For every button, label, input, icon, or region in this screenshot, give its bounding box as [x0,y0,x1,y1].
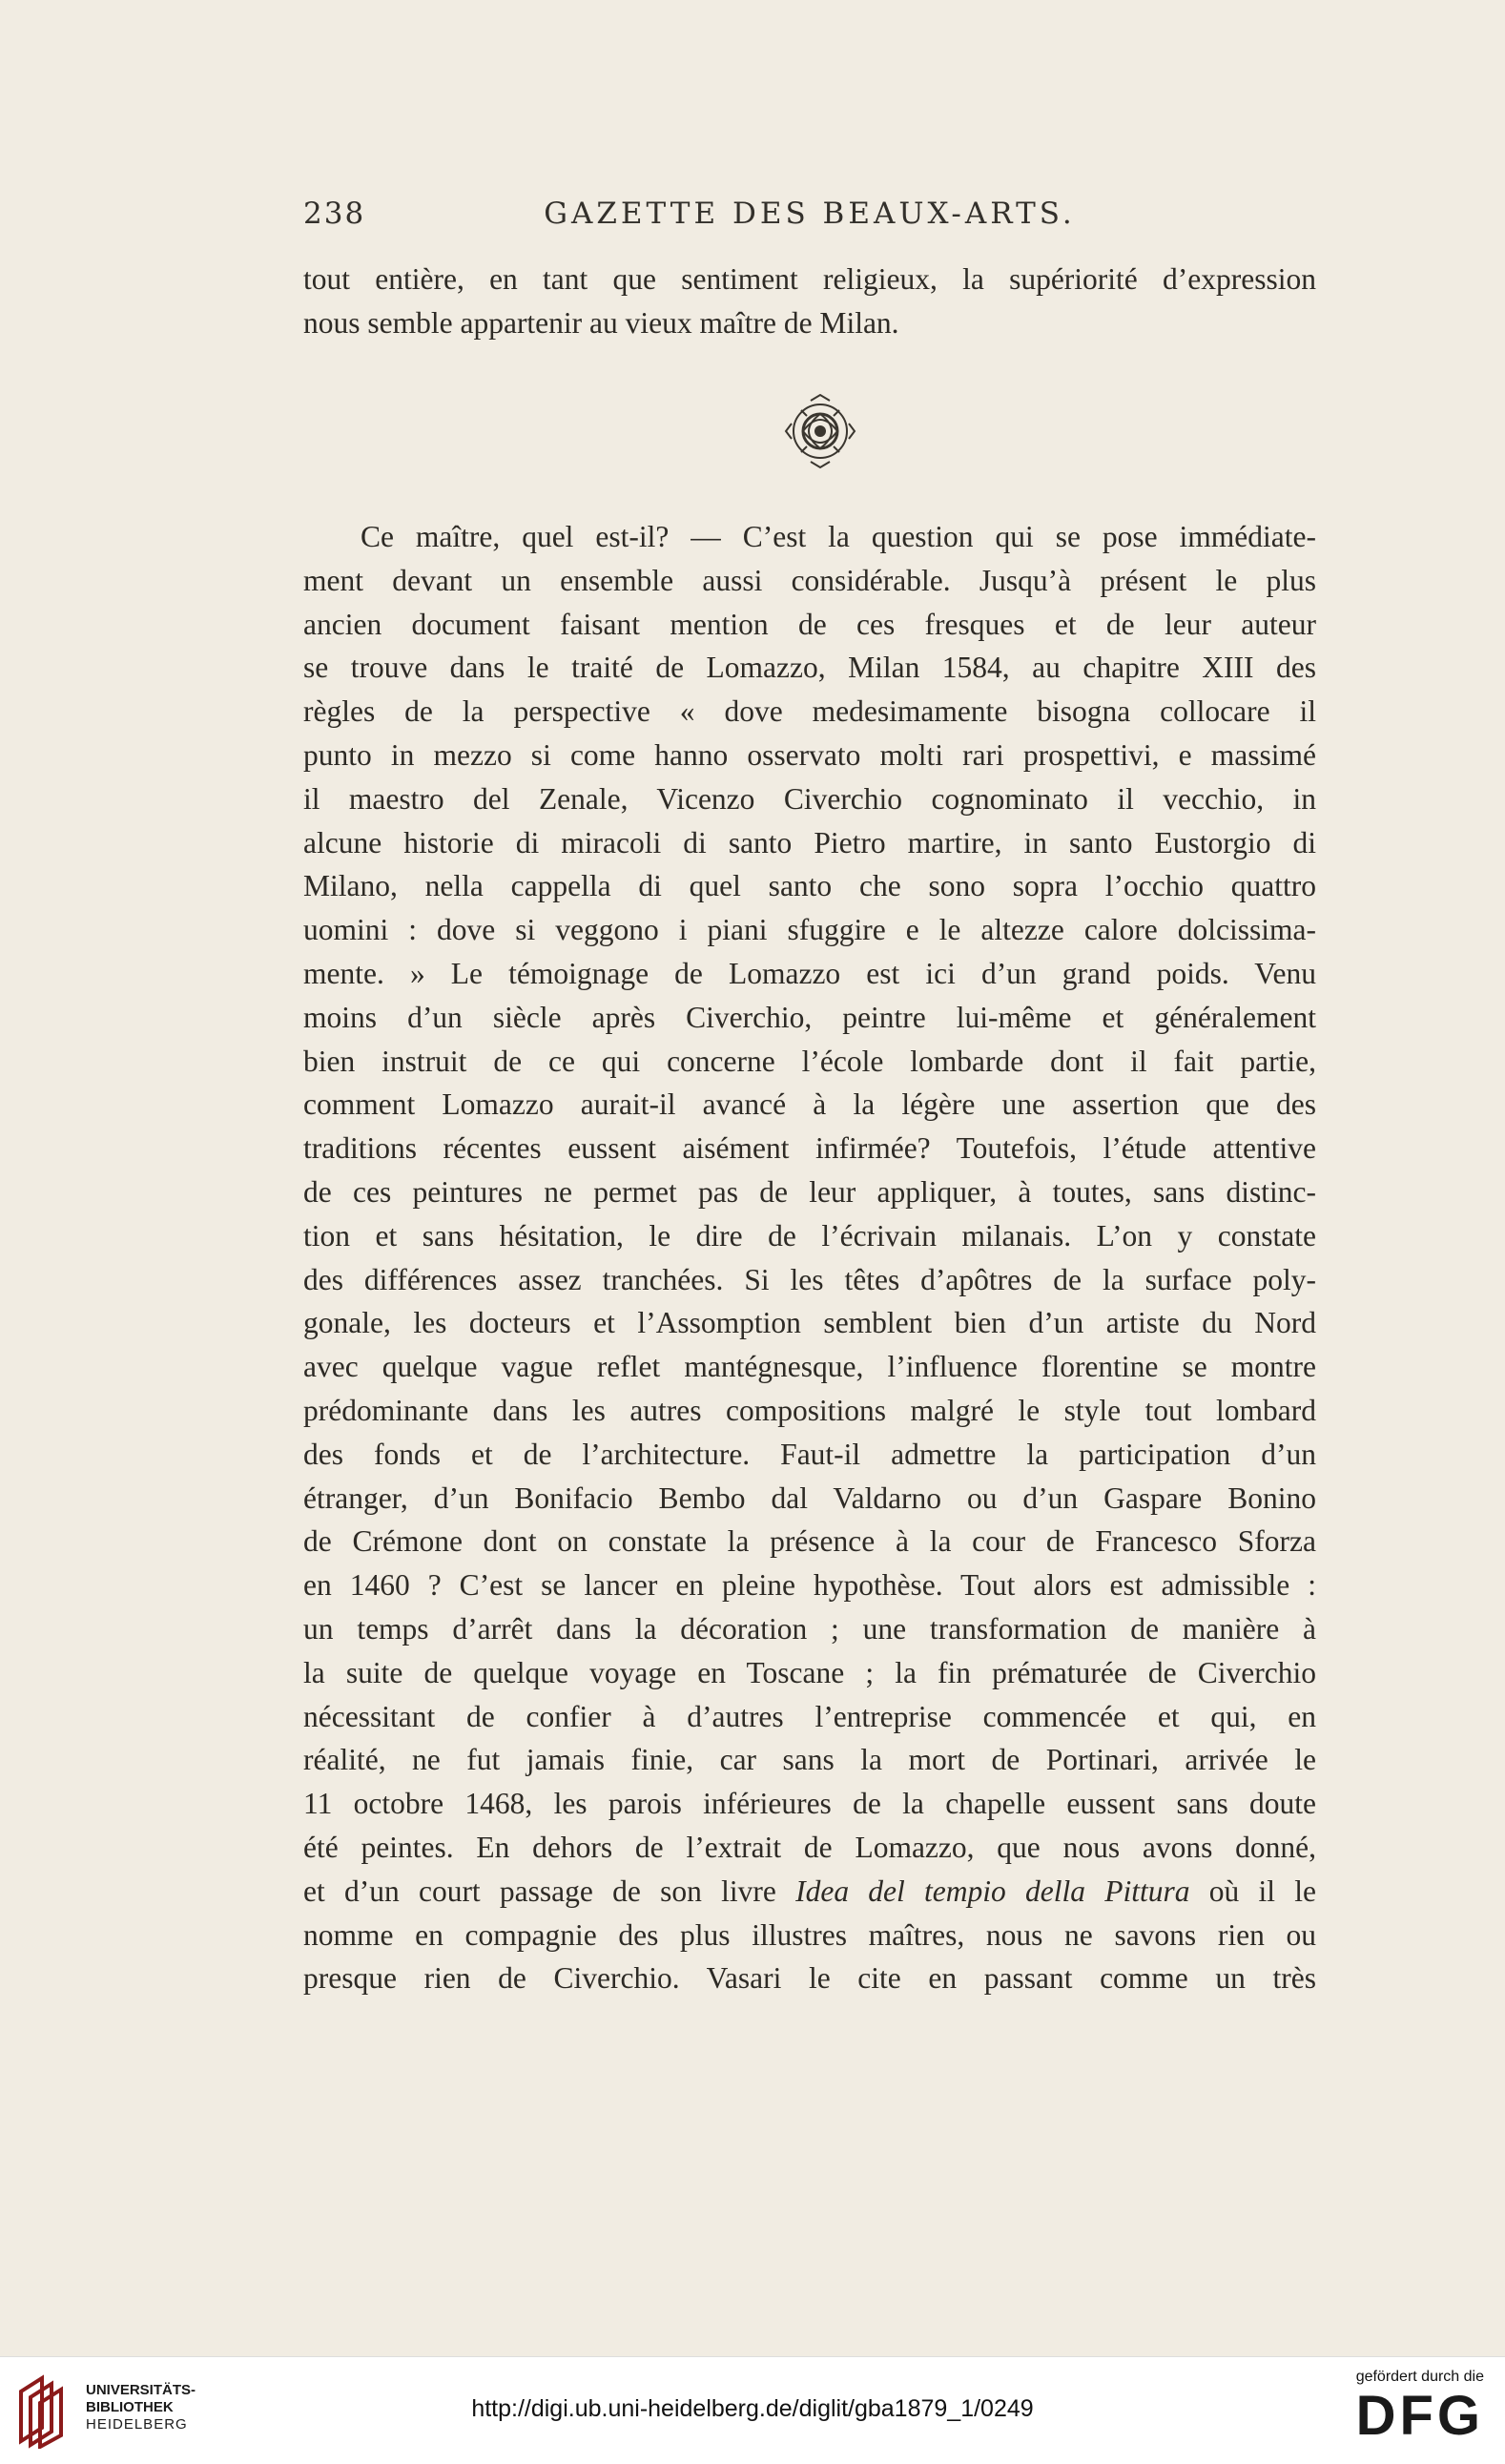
text-line: alcune historie di miracoli di santo Pietro martire, in santo Eustorgio di [303,825,1316,859]
text-line: 11 octobre 1468, les parois inférieures de la chapelle eussent sans doute [303,1787,1316,1821]
book-title: Idea del tempio della Pittura [795,1874,1190,1908]
text-line: il maestro del Zenale, Vicenzo Civerchio cognominato il vecchio, in [303,781,1316,816]
text-line: de ces peintures ne permet pas de leur appliquer, à toutes, sans distinc- [303,1174,1316,1209]
text-line: étranger, d’un Bonifacio Bembo dal Valdarno ou d’un Gaspare Bonino [303,1480,1316,1515]
line-text-before: et d’un court passage de son livre [303,1874,796,1908]
funder-block [1356,2369,1484,2445]
text-line: presque rien de Civerchio. Vasari le cite en passant comme un très [303,1961,1316,1996]
line-text-after: où il le [1189,1874,1316,1908]
fleuron-ornament-icon [782,391,858,469]
text-line: la suite de quelque voyage en Toscane ; la fin prématurée de Civerchio [303,1655,1316,1689]
paragraph-1 [303,258,1316,345]
text-line: nomme en compagnie des plus illustres maîtres, nous ne savons rien ou [303,1917,1316,1952]
text-line: uomini : dove si veggono i piani sfuggire e le altezze calore dolcissima- [303,913,1316,947]
text-line: bien instruit de ce qui concerne l’école lombarde dont il fait partie, [303,1044,1316,1078]
journal-title: GAZETTE DES BEAUX-ARTS. [544,197,1076,231]
text-line: ancien document faisant mention de ces fresques et de leur auteur [303,607,1316,641]
text-line: des différences assez tranchées. Si les têtes d’apôtres de la surface poly- [303,1262,1316,1296]
text-line: prédominante dans les autres compositions malgré le style tout lombard [303,1393,1316,1427]
library-name-line: HEIDELBERG [86,2416,188,2433]
dfg-logo: DFG [1355,2385,1484,2447]
text-line: ment devant un ensemble aussi considérable. Jusqu’à présent le plus [303,563,1316,597]
library-name-line: BIBLIOTHEK [86,2399,174,2415]
digitization-footer [0,2356,1505,2464]
text-line: gonale, les docteurs et l’Assomption semblent bien d’un artiste du Nord [303,1306,1316,1340]
text-line: des fonds et de l’architecture. Faut-il admettre la participation d’un [303,1437,1316,1471]
text-line: tion et sans hésitation, le dire de l’écrivain milanais. L’on y constate [303,1218,1316,1253]
text-line: avec quelque vague reflet mantégnesque, l’influence florentine se montre [303,1350,1316,1384]
text-line: Milano, nella cappella di quel santo che sono sopra l’occhio quattro [303,869,1316,903]
text-line: comment Lomazzo aurait-il avancé à la légère une assertion que des [303,1087,1316,1122]
text-line: se trouve dans le traité de Lomazzo, Milan 1584, au chapitre XIII des [303,651,1316,685]
page-number: 238 [303,197,366,231]
text-line: nécessitant de confier à d’autres l’entreprise commencée et qui, en [303,1699,1316,1733]
text-line: en 1460 ? C’est se lancer en pleine hypothèse. Tout alors est admissible : [303,1568,1316,1603]
text-line: Ce maître, quel est-il? — C’est la question qui se pose immédiate- [361,520,1316,553]
text-line: tout entière, en tant que sentiment religieux, la supériorité d’expression [303,262,1316,296]
text-line: un temps d’arrêt dans la décoration ; une transformation de manière à [303,1611,1316,1646]
text-line: été peintes. En dehors de l’extrait de Lomazzo, que nous avons donné, [303,1830,1316,1864]
text-line: règles de la perspective « dove medesimamente bisogna collocare il [303,694,1316,729]
funder-label: gefördert durch die [1355,2369,1484,2385]
permalink-url[interactable]: http://digi.ub.uni-heidelberg.de/diglit/gba1879_1/0249 [471,2395,1034,2422]
text-line: punto in mezzo si come hanno osservato molti rari prospettivi, e massimé [303,737,1316,772]
text-line: de Crémone dont on constate la présence à la cour de Francesco Sforza [303,1524,1316,1559]
running-head [303,197,1316,244]
text-line: mente. » Le témoignage de Lomazzo est ici d’un grand poids. Venu [303,956,1316,990]
library-name-line: UNIVERSITÄTS- [86,2382,196,2398]
text-line-with-title [303,1870,1316,1914]
paragraph-2 [303,515,1316,2000]
text-line: réalité, ne fut jamais finie, car sans la mort de Portinari, arrivée le [303,1743,1316,1777]
text-line: nous semble appartenir au vieux maître de Milan. [303,305,899,340]
text-line: traditions récentes eussent aisément infirmée? Toutefois, l’étude attentive [303,1131,1316,1166]
text-line: moins d’un siècle après Civerchio, peintre lui-même et généralement [303,1000,1316,1034]
